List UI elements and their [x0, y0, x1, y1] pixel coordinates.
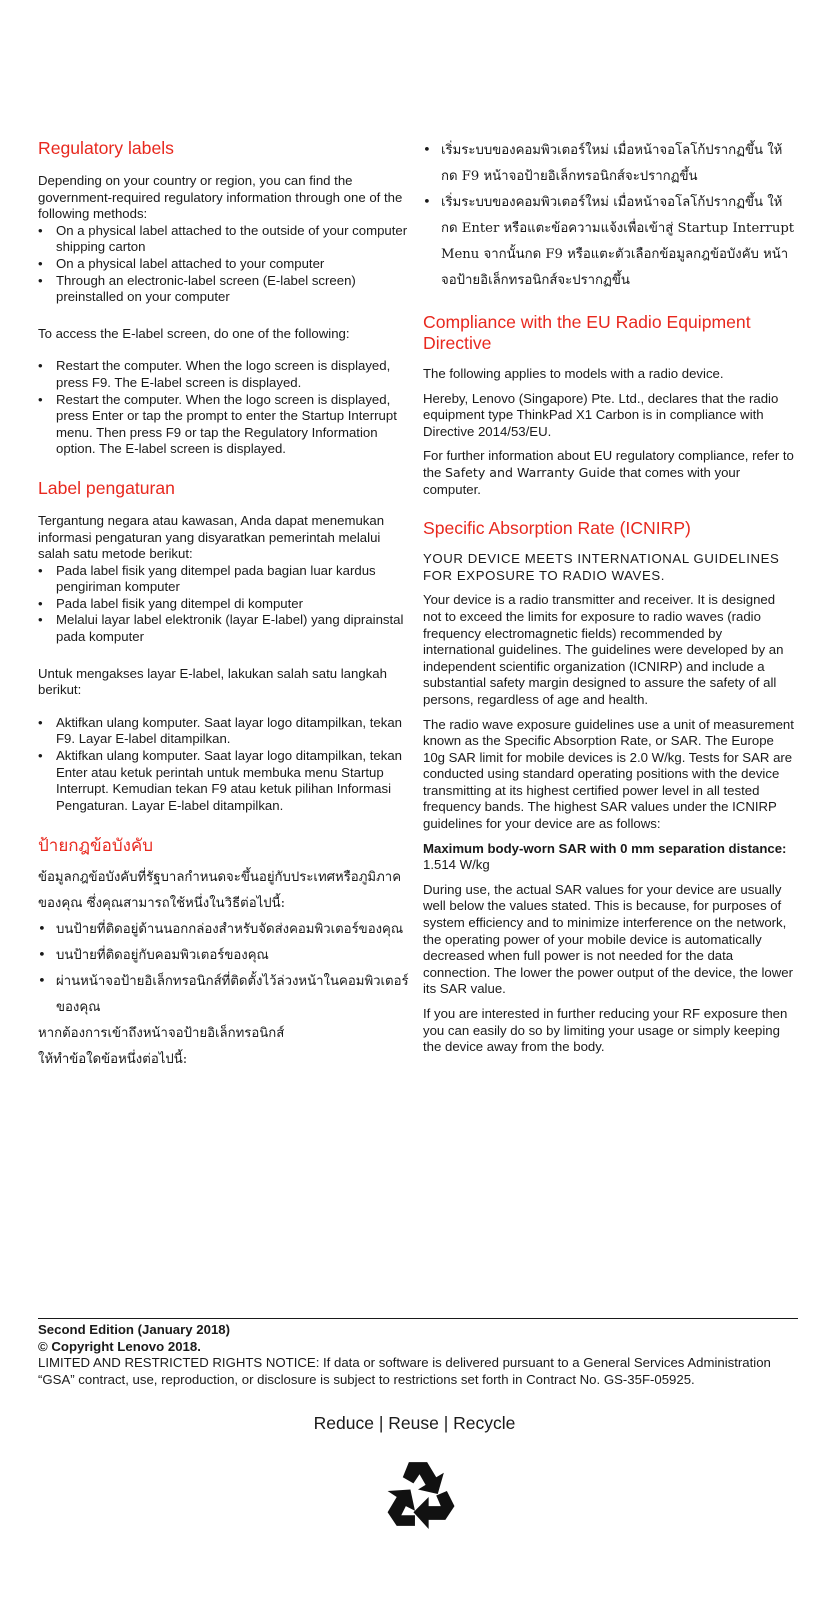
paragraph: To access the E-label screen, do one of the following: — [38, 325, 350, 341]
list-item: • Melalui layar label elektronik (layar E-label) yang diprainstal pada komputer — [38, 612, 410, 645]
paragraph: Tergantung negara atau kawasan, Anda dapat menemukan informasi pengaturan yang disyaratkan pemerintah melalui salah satu metode berikut: — [38, 512, 385, 562]
paragraph: Hereby, Lenovo (Singapore) Pte. Ltd., declares that the radio equipment type ThinkPad X1 Carbon is in compliance with Directive 2014/53/EU. — [423, 390, 779, 439]
section-title-regulatory-labels: Regulatory labels — [38, 138, 174, 158]
rights-notice: LIMITED AND RESTRICTED RIGHTS NOTICE: If data or software is delivered pursuant to a General Services Administration “GSA” contract, use, reproduction, or disclosure is subject to restrictions set forth in Contract No. GS-35F-05925. — [38, 1355, 771, 1387]
paragraph: The radio wave exposure guidelines use a unit of measurement known as the Specific Absorption Rate, or SAR. The Europe 10g SAR limit for mobile devices is 2.0 W/kg. Tests for SAR are conducted using standard operating positions with the device transmitting at its highest certified power level in all tested frequency bands. The highest SAR values under the ICNIRP guidelines for your device are as follows: — [423, 716, 794, 832]
right-column — [423, 138, 797, 1056]
sar-value: Maximum body-worn SAR with 0 mm separation distance: 1.514 W/kg — [423, 840, 787, 873]
paragraph: During use, the actual SAR values for your device are usually well below the values stated. This is because, for purposes of system efficiency and to minimize interference on the network, the operating power of your mobile device is automatically decreased when full power is not needed for the data connection. The lower the power output of the device, the lower its SAR value. — [423, 881, 793, 997]
paragraph: Your device is a radio transmitter and receiver. It is designed not to exceed the limits for exposure to radio waves (radio frequency electromagnetic fields) recommended by international guidelines. The guidelines were developed by an independent scientific organization (ICNIRP) and include a substantial safety margin designed to assure the safety of all persons, regardless of age and health. — [423, 592, 784, 707]
paragraph: The following applies to models with a radio device. — [423, 366, 724, 381]
section-title-label-pengaturan: Label pengaturan — [38, 477, 175, 498]
footer — [38, 1318, 798, 1388]
bullet-list — [38, 223, 410, 306]
copyright: © Copyright Lenovo 2018. — [38, 1338, 201, 1354]
paragraph: YOUR DEVICE MEETS INTERNATIONAL GUIDELINES FOR EXPOSURE TO RADIO WAVES. — [423, 551, 780, 583]
list-item: • บนป้ายที่ติดอยู่กับคอมพิวเตอร์ของคุณ — [38, 943, 410, 969]
bullet-list — [38, 917, 410, 1021]
edition: Second Edition (January 2018) — [38, 1322, 231, 1337]
bullet-list — [38, 563, 410, 646]
left-column — [38, 138, 410, 1073]
list-item: • บนป้ายที่ติดอยู่ด้านนอกกล่องสำหรับจัดส่งคอมพิวเตอร์ของคุณ — [38, 917, 410, 943]
section-title-thai: ป้ายกฎข้อบังคับ — [38, 836, 154, 857]
list-item: • เริ่มระบบของคอมพิวเตอร์ใหม่ เมื่อหน้าจอโลโก้ปรากฏขึ้น ให้กด Enter หรือแตะข้อความแจ้งเพื่อเข้าสู่ Startup Interrupt Menu จากนั้นกด F9 หรือแตะตัวเลือกข้อมูลกฎข้อบังคับ หน้าจอป้ายอิเล็กทรอนิกส์จะปรากฏขึ้น — [423, 190, 797, 294]
recycle-icon — [380, 1456, 456, 1532]
paragraph: ข้อมูลกฎข้อบังคับที่รัฐบาลกำหนดจะขึ้นอยู่กับประเทศหรือภูมิภาคของคุณ ซึ่งคุณสามารถใช้หนึ่งในวิธีต่อไปนี้: — [38, 870, 402, 912]
bullet-list — [423, 138, 797, 294]
list-item: • On a physical label attached to the outside of your computer shipping carton — [38, 223, 410, 256]
list-item: • Pada label fisik yang ditempel di komputer — [38, 596, 410, 613]
list-item: • Aktifkan ulang komputer. Saat layar logo ditampilkan, tekan F9. Layar E-label ditampilkan. — [38, 715, 410, 748]
list-item: • เริ่มระบบของคอมพิวเตอร์ใหม่ เมื่อหน้าจอโลโก้ปรากฏขึ้น ให้กด F9 หน้าจอป้ายอิเล็กทรอนิกส์จะปรากฏขึ้น — [423, 138, 797, 190]
list-item: • Pada label fisik yang ditempel pada bagian luar kardus pengiriman komputer — [38, 563, 410, 596]
paragraph: หากต้องการเข้าถึงหน้าจอป้ายอิเล็กทรอนิกส์ ให้ทำข้อใดข้อหนึ่งต่อไปนี้: — [38, 1026, 285, 1068]
bullet-list — [38, 358, 410, 458]
paragraph: For further information about EU regulatory compliance, refer to the Safety and Warranty Guide that comes with your computer. — [423, 448, 794, 497]
tagline: Reduce | Reuse | Recycle — [313, 1413, 516, 1433]
paragraph: Depending on your country or region, you can find the government-required regulatory information through one of the following methods: — [38, 173, 403, 222]
list-item: • Through an electronic-label screen (E-label screen) preinstalled on your computer — [38, 273, 410, 306]
paragraph: If you are interested in further reducing your RF exposure then you can easily do so by limiting your usage or simply keeping the device away from the body. — [423, 1006, 788, 1055]
list-item: • Aktifkan ulang komputer. Saat layar logo ditampilkan, tekan Enter atau ketuk perintah untuk membuka menu Startup Interrupt. Kemudian tekan F9 atau ketuk pilihan Informasi Pengaturan. Layar E-label ditampilkan. — [38, 748, 410, 814]
section-title-eu-compliance: Compliance with the EU Radio Equipment Directive — [423, 312, 751, 353]
paragraph: Untuk mengakses layar E-label, lakukan salah satu langkah berikut: — [38, 665, 387, 698]
bullet-list — [38, 715, 410, 815]
section-title-sar: Specific Absorption Rate (ICNIRP) — [423, 518, 691, 539]
list-item: • On a physical label attached to your computer — [38, 256, 410, 273]
list-item: • ผ่านหน้าจอป้ายอิเล็กทรอนิกส์ที่ติดตั้งไว้ล่วงหน้าในคอมพิวเตอร์ของคุณ — [38, 969, 410, 1021]
list-item: • Restart the computer. When the logo screen is displayed, press Enter or tap the prompt to enter the Startup Interrupt menu. Then press F9 or tap the Regulatory Information option. The E-label screen is displayed. — [38, 392, 410, 458]
list-item: • Restart the computer. When the logo screen is displayed, press F9. The E-label screen is displayed. — [38, 358, 410, 391]
guide-title: Safety and Warranty Guide — [445, 464, 616, 480]
